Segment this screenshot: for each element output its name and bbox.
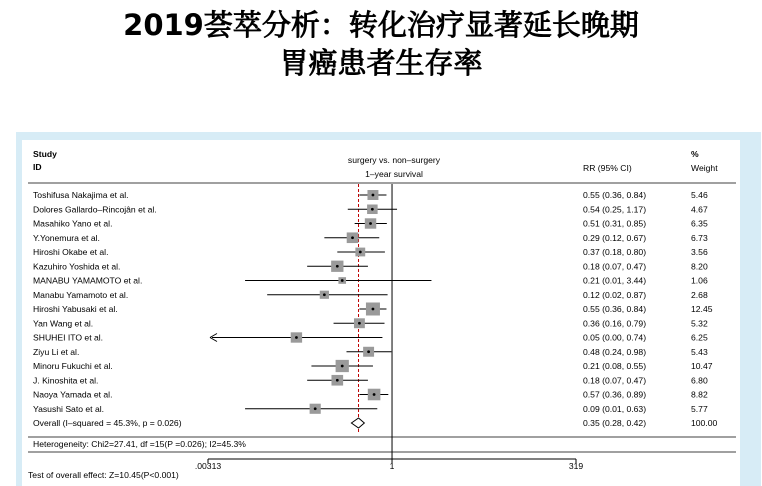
header-weight: Weight xyxy=(691,163,718,173)
study-point xyxy=(369,222,372,225)
study-name: Naoya Yamada et al. xyxy=(33,389,113,400)
x-axis-tick-label: 1 xyxy=(389,461,395,471)
study-weight-text: 10.47 xyxy=(691,361,713,371)
study-row xyxy=(33,332,708,342)
study-point xyxy=(372,308,375,311)
header-rr: RR (95% CI) xyxy=(583,163,632,173)
heterogeneity-text: Heterogeneity: Chi2=27.41, df =15(P =0.026); I2=45.3% xyxy=(33,439,246,449)
study-row xyxy=(33,247,708,257)
study-point xyxy=(341,365,344,368)
study-weight-text: 1.06 xyxy=(691,275,708,286)
header-comparison: surgery vs. non–surgery xyxy=(347,155,441,165)
header-percent: % xyxy=(691,149,699,159)
study-weight-text: 6.25 xyxy=(691,332,708,343)
study-row xyxy=(33,261,708,272)
study-weight-text: 5.43 xyxy=(691,346,708,357)
x-axis-tick-label: .00313 xyxy=(194,461,222,471)
study-weight-text: 8.82 xyxy=(691,389,708,400)
study-ci-text: 0.05 (0.00, 0.74) xyxy=(583,332,647,343)
header-id: ID xyxy=(33,162,42,172)
study-weight-text: 3.56 xyxy=(691,247,708,257)
study-name: Hiroshi Okabe et al. xyxy=(33,247,109,257)
study-point xyxy=(314,407,317,410)
overall-diamond xyxy=(351,418,364,428)
study-weight-text: 8.20 xyxy=(691,261,708,272)
study-weight-text: 12.45 xyxy=(691,304,713,314)
study-point xyxy=(373,393,376,396)
study-row xyxy=(33,375,708,386)
overall-effect-text: Test of overall effect: Z=10.45(P<0.001) xyxy=(28,470,179,480)
study-point xyxy=(359,251,362,254)
study-name: Minoru Fukuchi et al. xyxy=(33,361,113,371)
slide-title-line-2: 胃癌患者生存率 xyxy=(279,46,483,80)
study-name: Y.Yonemura et al. xyxy=(33,232,100,243)
study-ci-text: 0.51 (0.31, 0.85) xyxy=(583,218,647,229)
study-point xyxy=(323,293,326,296)
study-name: Kazuhiro Yoshida et al. xyxy=(33,261,121,272)
study-row xyxy=(33,347,708,357)
study-ci-text: 0.54 (0.25, 1.17) xyxy=(583,204,647,215)
study-weight-text: 4.67 xyxy=(691,204,708,215)
study-name: Ziyu Li et al. xyxy=(33,346,80,357)
slide-title-line-1: 2019荟萃分析：转化治疗显著延长晚期 xyxy=(123,8,639,42)
header-outcome: 1–year survival xyxy=(365,169,423,179)
study-ci-text: 0.12 (0.02, 0.87) xyxy=(583,289,647,300)
study-point xyxy=(295,336,298,339)
study-name: Toshifusa Nakajima et al. xyxy=(33,190,129,200)
study-row xyxy=(33,303,713,316)
study-name: SHUHEI ITO et al. xyxy=(33,332,104,343)
study-row xyxy=(33,190,708,200)
study-weight-text: 5.46 xyxy=(691,190,708,200)
study-weight-text: 6.35 xyxy=(691,218,708,229)
study-name: Yan Wang et al. xyxy=(33,318,94,329)
study-weight-text: 2.68 xyxy=(691,289,708,300)
study-ci-text: 0.48 (0.24, 0.98) xyxy=(583,346,647,357)
study-name: Yasushi Sato et al. xyxy=(33,403,105,414)
study-row xyxy=(33,404,708,414)
study-name: Dolores Gallardo–Rincojân et al. xyxy=(33,204,157,215)
header-study: Study xyxy=(33,149,57,159)
study-weight-text: 5.77 xyxy=(691,403,708,414)
study-ci-text: 0.18 (0.07, 0.47) xyxy=(583,375,647,386)
study-ci-text: 0.36 (0.16, 0.79) xyxy=(583,318,647,329)
study-point xyxy=(372,194,375,197)
x-axis-tick-label: 319 xyxy=(568,461,584,471)
study-row xyxy=(33,318,708,328)
study-name: Manabu Yamamoto et al. xyxy=(33,289,129,300)
study-row xyxy=(33,232,708,243)
study-ci-text: 0.21 (0.08, 0.55) xyxy=(583,361,647,371)
study-ci-text: 0.29 (0.12, 0.67) xyxy=(583,232,647,243)
study-row xyxy=(33,290,708,300)
study-weight-text: 5.32 xyxy=(691,318,708,329)
study-point xyxy=(336,379,339,382)
study-ci-text: 0.21 (0.01, 3.44) xyxy=(583,275,647,286)
study-point xyxy=(336,265,339,268)
overall-weight-text: 100.00 xyxy=(691,418,718,428)
study-name: J. Kinoshita et al. xyxy=(33,375,99,386)
overall-row xyxy=(33,418,718,428)
study-weight-text: 6.73 xyxy=(691,232,708,243)
study-ci-text: 0.18 (0.07, 0.47) xyxy=(583,261,647,272)
study-point xyxy=(341,279,344,282)
study-ci-text: 0.09 (0.01, 0.63) xyxy=(583,403,647,414)
study-ci-text: 0.37 (0.18, 0.80) xyxy=(583,247,647,257)
study-weight-text: 6.80 xyxy=(691,375,708,386)
study-row xyxy=(33,360,713,372)
study-point xyxy=(367,350,370,353)
study-row xyxy=(33,276,708,286)
study-name: MANABU YAMAMOTO et al. xyxy=(33,275,143,286)
study-ci-text: 0.55 (0.36, 0.84) xyxy=(583,190,647,200)
study-point xyxy=(358,322,361,325)
overall-label: Overall (I–squared = 45.3%, p = 0.026) xyxy=(33,418,182,428)
study-point xyxy=(351,236,354,239)
study-row xyxy=(33,389,708,401)
study-row xyxy=(33,204,708,214)
overall-ci-text: 0.35 (0.28, 0.42) xyxy=(583,418,647,428)
study-ci-text: 0.57 (0.36, 0.89) xyxy=(583,389,647,400)
study-name: Masahiko Yano et al. xyxy=(33,218,113,229)
study-ci-text: 0.55 (0.36, 0.84) xyxy=(583,304,647,314)
study-point xyxy=(371,208,374,211)
study-name: Hiroshi Yabusaki et al. xyxy=(33,304,118,314)
study-row xyxy=(33,218,708,228)
